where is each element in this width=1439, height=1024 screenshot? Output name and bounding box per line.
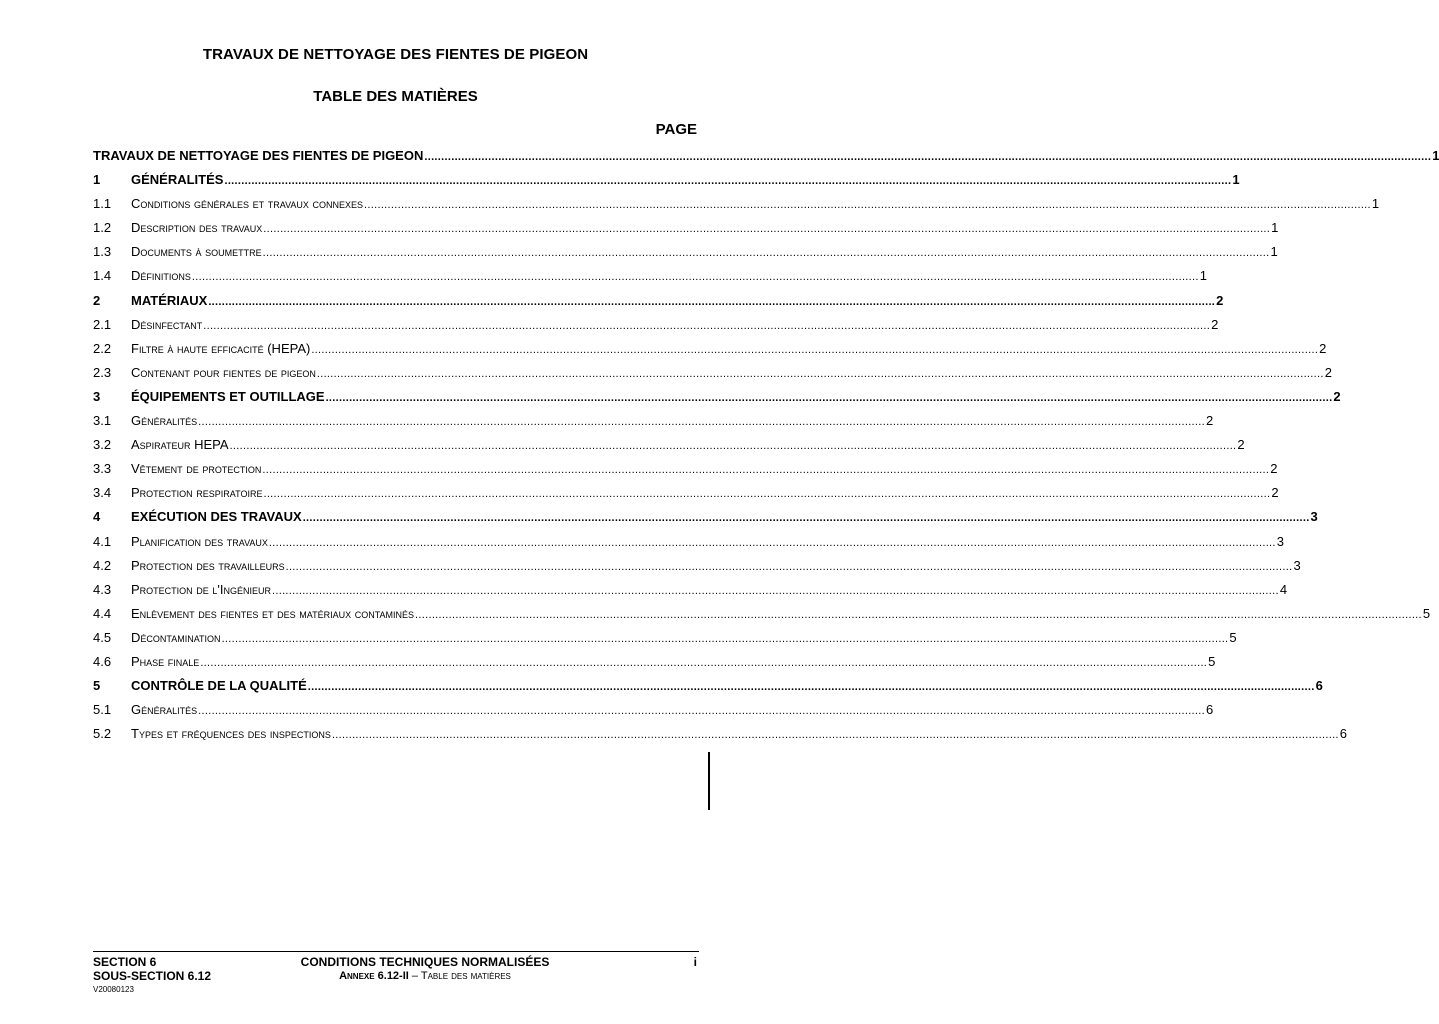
toc-entry[interactable] bbox=[93, 650, 1216, 674]
toc-entry-page: 1 bbox=[1232, 172, 1240, 188]
toc-entry-number: 3.2 bbox=[93, 437, 112, 453]
toc-dot-leader: ............................................................................................................................................................................................................................................................................................................ bbox=[424, 151, 1432, 163]
toc-entry[interactable] bbox=[93, 168, 1240, 192]
toc-entry-title: CONTRÔLE DE LA QUALITÉ bbox=[131, 678, 307, 694]
toc-dot-leader: ............................................................................................................................................................................................................................................................................................................ bbox=[415, 608, 1422, 621]
toc-entry-title: Désinfectant bbox=[131, 316, 203, 332]
toc-entry-page: 6 bbox=[1339, 726, 1348, 742]
page-column-label: PAGE bbox=[655, 121, 697, 138]
toc-entry-title: Conditions générales et travaux connexes bbox=[131, 196, 364, 212]
toc-entry-title: MATÉRIAUX bbox=[131, 292, 208, 308]
toc-entry-page: 3 bbox=[1293, 557, 1301, 573]
toc-entry-page: 1 bbox=[1371, 196, 1380, 212]
toc-entry-title: TRAVAUX DE NETTOYAGE DES FIENTES DE PIGEON bbox=[93, 148, 424, 163]
toc-entry-number: 3.1 bbox=[93, 413, 112, 429]
toc-entry-page: 3 bbox=[1310, 509, 1318, 525]
toc-entry-page: 1 bbox=[1432, 148, 1439, 163]
toc-entry-number: 4.2 bbox=[93, 557, 112, 573]
toc-dot-leader: ............................................................................................................................................................................................................................................................................................................ bbox=[331, 729, 1339, 742]
toc-entry-page: 5 bbox=[1208, 653, 1216, 669]
toc-dot-leader: ............................................................................................................................................................................................................................................................................................................ bbox=[364, 199, 1371, 212]
toc-entry-title: Planification des travaux bbox=[131, 533, 268, 549]
toc-entry-page: 2 bbox=[1271, 485, 1279, 501]
toc-entry-page: 2 bbox=[1237, 437, 1245, 453]
footer-conditions-title: CONDITIONS TECHNIQUES NORMALISÉES bbox=[300, 955, 550, 969]
toc-dot-leader: ............................................................................................................................................................................................................................................................................................................ bbox=[221, 632, 1229, 645]
toc-entry-title: GÉNÉRALITÉS bbox=[131, 172, 224, 188]
toc-entry-page: 2 bbox=[1333, 388, 1341, 404]
toc-entry-number: 1.1 bbox=[93, 196, 112, 212]
toc-entry-page: 2 bbox=[1205, 413, 1214, 429]
toc-entry[interactable] bbox=[93, 722, 1348, 746]
toc-dot-leader: ............................................................................................................................................................................................................................................................................................................ bbox=[325, 391, 1333, 404]
toc-entry-title: Vêtement de protection bbox=[131, 461, 262, 477]
toc-dot-leader: ............................................................................................................................................................................................................................................................................................................ bbox=[208, 295, 1216, 308]
toc-entry-page: 2 bbox=[1211, 316, 1219, 332]
toc-entry-title: Filtre à haute efficacité (HEPA) bbox=[131, 340, 311, 356]
toc-entry-number: 5.1 bbox=[93, 702, 112, 718]
toc-entry-page: 2 bbox=[1216, 292, 1224, 308]
toc-entry-number: 3.3 bbox=[93, 461, 112, 477]
toc-entry-title: Enlèvement des fientes et des matériaux contaminés bbox=[131, 605, 415, 621]
toc-entry-title: Décontamination bbox=[131, 629, 221, 645]
toc-dot-leader: ............................................................................................................................................................................................................................................................................................................ bbox=[263, 488, 1271, 501]
toc-entry[interactable] bbox=[93, 216, 1279, 240]
footer-section-info bbox=[93, 955, 211, 983]
toc-entry[interactable] bbox=[93, 457, 1278, 481]
toc-entry[interactable] bbox=[93, 505, 1318, 529]
toc-entry-number: 5 bbox=[93, 678, 101, 694]
toc-entry[interactable] bbox=[93, 578, 1288, 602]
toc-dot-leader: ............................................................................................................................................................................................................................................................................................................ bbox=[263, 223, 1271, 236]
toc-entry-number: 1.2 bbox=[93, 220, 112, 236]
toc-entry-title: ÉQUIPEMENTS ET OUTILLAGE bbox=[131, 388, 325, 404]
toc-entry-number: 2.1 bbox=[93, 316, 112, 332]
toc-dot-leader: ............................................................................................................................................................................................................................................................................................................ bbox=[200, 656, 1208, 669]
revision-change-bar bbox=[708, 752, 710, 810]
toc-dot-leader: ............................................................................................................................................................................................................................................................................................................ bbox=[198, 416, 1205, 429]
toc-entry-title: Aspirateur HEPA bbox=[131, 437, 229, 453]
toc-entry-number: 2 bbox=[93, 292, 101, 308]
footer-center bbox=[250, 955, 600, 983]
toc-entry-number: 3 bbox=[93, 388, 101, 404]
toc-entry[interactable] bbox=[93, 433, 1245, 457]
toc-entry-title: Protection respiratoire bbox=[131, 485, 263, 501]
toc-dot-leader: ............................................................................................................................................................................................................................................................................................................ bbox=[272, 584, 1279, 597]
toc-entry-page: 6 bbox=[1205, 702, 1214, 718]
footer-version: V20080123 bbox=[93, 985, 134, 994]
footer-annex: Annexe 6.12-II bbox=[339, 970, 409, 982]
toc-entry[interactable] bbox=[93, 337, 1327, 361]
toc-dot-leader: ............................................................................................................................................................................................................................................................................................................ bbox=[316, 367, 1324, 380]
toc-entry-number: 4.5 bbox=[93, 629, 112, 645]
table-of-contents bbox=[93, 144, 1439, 746]
footer-divider bbox=[93, 951, 699, 952]
toc-entry-title: Contenant pour fientes de pigeon bbox=[131, 364, 316, 380]
toc-entry-number: 4.1 bbox=[93, 533, 112, 549]
toc-entry-number: 2.2 bbox=[93, 340, 112, 356]
toc-entry-number: 4.4 bbox=[93, 605, 112, 621]
footer-section: SECTION 6 bbox=[93, 955, 157, 969]
footer-subsection: SOUS-SECTION 6.12 bbox=[93, 969, 212, 983]
toc-entry-title: Description des travaux bbox=[131, 220, 263, 236]
toc-entry-page: 6 bbox=[1315, 678, 1323, 694]
toc-entry[interactable] bbox=[93, 264, 1207, 288]
toc-entry-number: 1 bbox=[93, 172, 101, 188]
toc-entry[interactable] bbox=[93, 313, 1219, 337]
footer-page-number: i bbox=[693, 955, 697, 969]
toc-entry-number: 5.2 bbox=[93, 726, 112, 742]
toc-entry-page: 1 bbox=[1271, 220, 1279, 236]
footer-dash: – bbox=[408, 970, 421, 982]
toc-entry-number: 2.3 bbox=[93, 364, 112, 380]
toc-entry-page: 1 bbox=[1270, 244, 1278, 260]
toc-dot-leader: ............................................................................................................................................................................................................................................................................................................ bbox=[311, 343, 1319, 356]
toc-entry[interactable] bbox=[93, 602, 1431, 626]
toc-entry-page: 1 bbox=[1199, 268, 1207, 284]
toc-entry-title: Types et fréquences des inspections bbox=[131, 726, 331, 742]
toc-dot-leader: ............................................................................................................................................................................................................................................................................................................ bbox=[224, 175, 1232, 188]
toc-entry-number: 1.3 bbox=[93, 244, 112, 260]
footer-annex-line bbox=[250, 969, 600, 983]
toc-entry-page: 5 bbox=[1422, 605, 1431, 621]
toc-entry-page: 3 bbox=[1276, 533, 1284, 549]
toc-entry-title: Généralités bbox=[131, 413, 198, 429]
toc-dot-leader: ............................................................................................................................................................................................................................................................................................................ bbox=[203, 319, 1211, 332]
toc-entry-title: Documents à soumettre bbox=[131, 244, 262, 260]
toc-entry-page: 4 bbox=[1279, 581, 1288, 597]
toc-entry-page: 5 bbox=[1229, 629, 1237, 645]
toc-entry[interactable] bbox=[93, 192, 1380, 216]
toc-entry-title: Phase finale bbox=[131, 653, 200, 669]
toc-entry[interactable] bbox=[93, 409, 1214, 433]
toc-entry-number: 4 bbox=[93, 509, 101, 525]
toc-dot-leader: ............................................................................................................................................................................................................................................................................................................ bbox=[285, 560, 1293, 573]
toc-entry-page: 2 bbox=[1324, 364, 1332, 380]
toc-entry[interactable] bbox=[93, 554, 1301, 578]
toc-entry-title: EXÉCUTION DES TRAVAUX bbox=[131, 509, 302, 525]
toc-entry[interactable] bbox=[93, 626, 1237, 650]
toc-dot-leader: ............................................................................................................................................................................................................................................................................................................ bbox=[268, 536, 1276, 549]
toc-dot-leader: ............................................................................................................................................................................................................................................................................................................ bbox=[262, 464, 1270, 477]
toc-entry[interactable] bbox=[93, 240, 1278, 264]
toc-entry[interactable] bbox=[93, 698, 1214, 722]
toc-entry-number: 4.3 bbox=[93, 581, 112, 597]
toc-entry[interactable] bbox=[93, 361, 1332, 385]
toc-entry-title: Généralités bbox=[131, 702, 198, 718]
toc-entry[interactable] bbox=[93, 144, 1439, 168]
toc-entry-title: Définitions bbox=[131, 268, 191, 284]
toc-entry[interactable] bbox=[93, 289, 1224, 313]
toc-entry-page: 2 bbox=[1319, 340, 1327, 356]
toc-entry-title: Protection de l'Ingénieur bbox=[131, 581, 271, 597]
document-title: TRAVAUX DE NETTOYAGE DES FIENTES DE PIGEON bbox=[202, 46, 589, 63]
toc-dot-leader: ............................................................................................................................................................................................................................................................................................................ bbox=[191, 271, 1199, 284]
toc-entry-title: Protection des travailleurs bbox=[131, 557, 285, 573]
toc-entry[interactable] bbox=[93, 674, 1323, 698]
toc-dot-leader: ............................................................................................................................................................................................................................................................................................................ bbox=[307, 681, 1315, 694]
toc-dot-leader: ............................................................................................................................................................................................................................................................................................................ bbox=[229, 440, 1237, 453]
toc-entry[interactable] bbox=[93, 530, 1284, 554]
toc-entry-number: 3.4 bbox=[93, 485, 112, 501]
footer-annex-title: Table des matières bbox=[420, 970, 511, 982]
toc-dot-leader: ............................................................................................................................................................................................................................................................................................................ bbox=[198, 705, 1205, 718]
toc-heading: TABLE DES MATIÈRES bbox=[313, 88, 478, 105]
toc-entry-page: 2 bbox=[1270, 461, 1278, 477]
toc-dot-leader: ............................................................................................................................................................................................................................................................................................................ bbox=[302, 512, 1310, 525]
toc-entry-number: 4.6 bbox=[93, 653, 112, 669]
toc-dot-leader: ............................................................................................................................................................................................................................................................................................................ bbox=[262, 247, 1270, 260]
toc-entry[interactable] bbox=[93, 481, 1279, 505]
toc-entry-number: 1.4 bbox=[93, 268, 112, 284]
toc-entry[interactable] bbox=[93, 385, 1341, 409]
